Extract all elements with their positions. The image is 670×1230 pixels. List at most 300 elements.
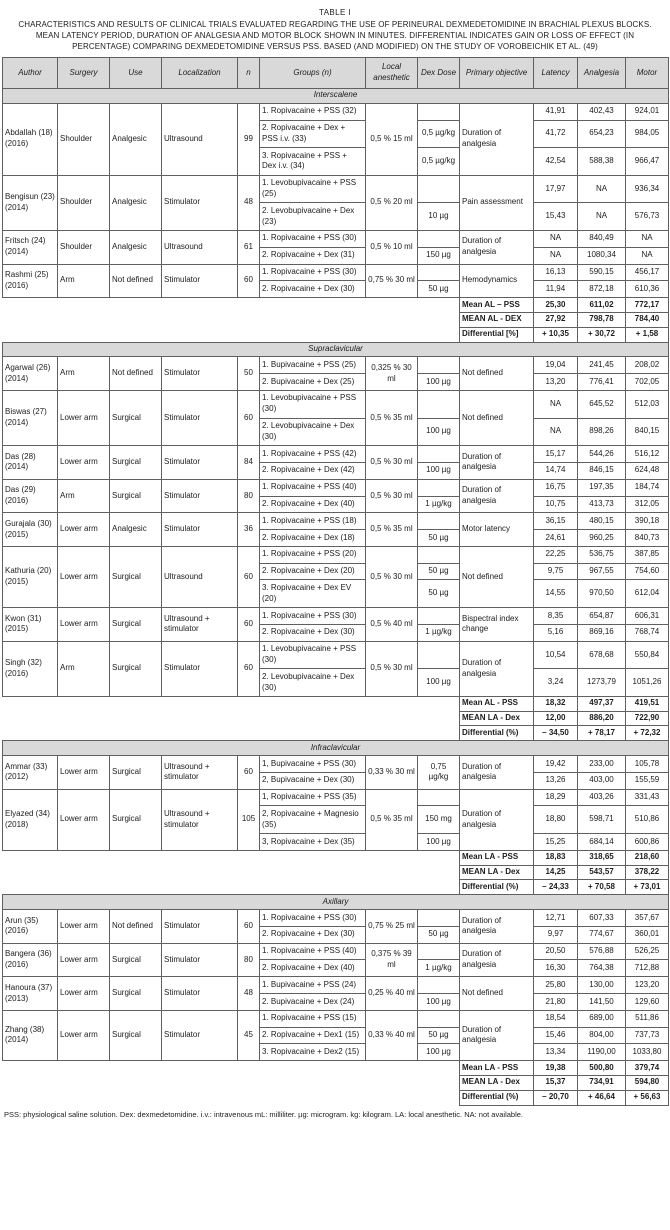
analgesia-cell: 590,15 (578, 264, 626, 281)
summary-value: 378,22 (626, 865, 669, 880)
latency-cell: 16,75 (534, 479, 578, 496)
author-cell: Agarwal (26) (2014) (3, 357, 58, 391)
objective-cell: Duration of analgesia (460, 641, 534, 696)
n-cell: 99 (238, 103, 260, 175)
summary-spacer (3, 312, 460, 327)
objective-cell: Motor latency (460, 513, 534, 547)
analgesia-cell: 402,43 (578, 103, 626, 120)
latency-cell: NA (534, 390, 578, 418)
motor-cell: 737,73 (626, 1027, 669, 1044)
n-cell: 80 (238, 943, 260, 977)
summary-spacer (3, 880, 460, 895)
summary-label: Mean AL - PSS (460, 696, 534, 711)
use-cell: Surgical (110, 756, 162, 790)
n-cell: 60 (238, 546, 260, 607)
localization-cell: Stimulator (162, 513, 238, 547)
analgesia-cell: 536,75 (578, 546, 626, 563)
anesthetic-cell: 0,5 % 30 ml (366, 446, 418, 480)
summary-row (3, 711, 669, 726)
motor-cell: 331,43 (626, 789, 669, 806)
use-cell: Surgical (110, 789, 162, 850)
dex-dose-cell (418, 608, 460, 625)
objective-cell: Duration of analgesia (460, 789, 534, 850)
summary-value: 18,83 (534, 850, 578, 865)
dex-dose-cell (418, 943, 460, 960)
use-cell: Analgesic (110, 103, 162, 175)
summary-label: MEAN LA - Dex (460, 1075, 534, 1090)
motor-cell: 840,73 (626, 530, 669, 547)
localization-cell: Stimulator (162, 175, 238, 230)
dex-dose-cell (418, 357, 460, 374)
latency-cell: 21,80 (534, 994, 578, 1011)
author-cell: Ammar (33) (2012) (3, 756, 58, 790)
latency-cell: 13,20 (534, 374, 578, 391)
group-cell: 2, Bupivacaine + Dex (30) (260, 772, 366, 789)
motor-cell: NA (626, 247, 669, 264)
section-title: Interscalene (3, 88, 669, 103)
summary-spacer (3, 696, 460, 711)
surgery-cell: Lower arm (58, 789, 110, 850)
summary-value: 25,30 (534, 298, 578, 313)
summary-value: 543,57 (578, 865, 626, 880)
group-cell: 1. Bupivacaine + PSS (24) (260, 977, 366, 994)
author-cell: Das (29) (2016) (3, 479, 58, 513)
localization-cell: Stimulator (162, 357, 238, 391)
analgesia-cell: 960,25 (578, 530, 626, 547)
table-label: TABLE I (319, 8, 351, 17)
motor-cell: 456,17 (626, 264, 669, 281)
motor-cell: NA (626, 230, 669, 247)
summary-label: Mean LA - PSS (460, 850, 534, 865)
latency-cell: 24,61 (534, 530, 578, 547)
study-row (3, 943, 669, 960)
anesthetic-cell: 0,25 % 40 ml (366, 977, 418, 1011)
summary-value: 19,38 (534, 1061, 578, 1076)
group-cell: 1. Ropivacaine + PSS (30) (260, 264, 366, 281)
author-cell: Fritsch (24) (2014) (3, 230, 58, 264)
motor-cell: 1051,26 (626, 669, 669, 697)
group-cell: 1. Levobupivacaine + PSS (30) (260, 390, 366, 418)
use-cell: Analgesic (110, 513, 162, 547)
section-row (3, 895, 669, 910)
dex-dose-cell (418, 641, 460, 669)
summary-value: + 56,63 (626, 1090, 669, 1105)
latency-cell: 18,29 (534, 789, 578, 806)
analgesia-cell: 403,26 (578, 789, 626, 806)
motor-cell: 357,67 (626, 910, 669, 927)
group-cell: 2. Ropivacaine + Dex (30) (260, 926, 366, 943)
objective-cell: Pain assessment (460, 175, 534, 230)
anesthetic-cell: 0,325 % 30 ml (366, 357, 418, 391)
group-cell: 1. Levobupivacaine + PSS (30) (260, 641, 366, 669)
motor-cell: 576,73 (626, 203, 669, 231)
group-cell: 2. Levobupivacaine + Dex (23) (260, 203, 366, 231)
summary-spacer (3, 711, 460, 726)
column-header: Author (3, 58, 58, 89)
group-cell: 2. Ropivacaine + Dex + PSS i.v. (33) (260, 120, 366, 148)
motor-cell: 512,03 (626, 390, 669, 418)
use-cell: Not defined (110, 910, 162, 944)
surgery-cell: Shoulder (58, 103, 110, 175)
group-cell: 2. Ropivacaine + Dex1 (15) (260, 1027, 366, 1044)
latency-cell: 41,72 (534, 120, 578, 148)
latency-cell: 13,26 (534, 772, 578, 789)
summary-value: 18,32 (534, 696, 578, 711)
summary-label: Differential (%) (460, 726, 534, 741)
latency-cell: 13,34 (534, 1044, 578, 1061)
n-cell: 60 (238, 641, 260, 696)
motor-cell: 105,78 (626, 756, 669, 773)
author-cell: Rashmi (25) (2016) (3, 264, 58, 298)
summary-value: 497,37 (578, 696, 626, 711)
latency-cell: 9,75 (534, 563, 578, 580)
analgesia-cell: 588,38 (578, 148, 626, 176)
summary-spacer (3, 327, 460, 342)
surgery-cell: Arm (58, 357, 110, 391)
study-row (3, 789, 669, 806)
analgesia-cell: 241,45 (578, 357, 626, 374)
group-cell: 2. Ropivacaine + Dex (30) (260, 624, 366, 641)
motor-cell: 208,02 (626, 357, 669, 374)
use-cell: Surgical (110, 1010, 162, 1060)
analgesia-cell: 576,88 (578, 943, 626, 960)
latency-cell: 15,46 (534, 1027, 578, 1044)
dex-dose-cell: 150 mg (418, 806, 460, 834)
use-cell: Surgical (110, 943, 162, 977)
group-cell: 1. Ropivacaine + PSS (15) (260, 1010, 366, 1027)
summary-value: 15,37 (534, 1075, 578, 1090)
motor-cell: 184,74 (626, 479, 669, 496)
analgesia-cell: 764,38 (578, 960, 626, 977)
localization-cell: Stimulator (162, 910, 238, 944)
analgesia-cell: NA (578, 203, 626, 231)
group-cell: 2. Ropivacaine + Dex (40) (260, 960, 366, 977)
dex-dose-cell: 0,5 µg/kg (418, 148, 460, 176)
table-body (3, 88, 669, 1105)
table-caption: CHARACTERISTICS AND RESULTS OF CLINICAL TRIALS EVALUATED REGARDING THE USE OF PERINEURAL DEXMEDETOMIDINE IN BRACHIAL PLEXUS BLOCKS. MEAN LATENCY PERIOD, DURATION OF ANALGESIA AND MOTOR BLOCK SHOWN IN MINUTES. DIFFERENTIAL INDICATES GAIN OR LOSS OF EFFECT (IN PERCENTAGE) COMPARING DEXMEDETOMIDINE VERSUS PSS. BASED (AND MODIFIED) ON THE STUDY OF VOROBEICHIK ET AL. (49) (18, 20, 652, 51)
analgesia-cell: 598,71 (578, 806, 626, 834)
anesthetic-cell: 0,5 % 15 ml (366, 103, 418, 175)
analgesia-cell: 654,87 (578, 608, 626, 625)
motor-cell: 984,05 (626, 120, 669, 148)
latency-cell: 25,80 (534, 977, 578, 994)
surgery-cell: Lower arm (58, 608, 110, 642)
anesthetic-cell: 0,5 % 35 ml (366, 390, 418, 445)
summary-row (3, 696, 669, 711)
motor-cell: 840,15 (626, 418, 669, 446)
motor-cell: 606,31 (626, 608, 669, 625)
dex-dose-cell (418, 103, 460, 120)
analgesia-cell: 1190,00 (578, 1044, 626, 1061)
localization-cell: Ultrasound + stimulator (162, 756, 238, 790)
motor-cell: 712,88 (626, 960, 669, 977)
analgesia-cell: 1273,79 (578, 669, 626, 697)
analgesia-cell: 678,68 (578, 641, 626, 669)
objective-cell: Duration of analgesia (460, 230, 534, 264)
latency-cell: 14,55 (534, 580, 578, 608)
summary-spacer (3, 1061, 460, 1076)
latency-cell: 15,25 (534, 834, 578, 851)
group-cell: 2. Levobupivacaine + Dex (30) (260, 669, 366, 697)
use-cell: Surgical (110, 390, 162, 445)
analgesia-cell: 684,14 (578, 834, 626, 851)
surgery-cell: Shoulder (58, 230, 110, 264)
latency-cell: 14,74 (534, 462, 578, 479)
author-cell: Zhang (38) (2014) (3, 1010, 58, 1060)
author-cell: Biswas (27) (2014) (3, 390, 58, 445)
localization-cell: Stimulator (162, 479, 238, 513)
analgesia-cell: 776,41 (578, 374, 626, 391)
surgery-cell: Lower arm (58, 943, 110, 977)
latency-cell: 5,16 (534, 624, 578, 641)
dex-dose-cell: 50 µg (418, 563, 460, 580)
summary-row (3, 312, 669, 327)
section-title: Axillary (3, 895, 669, 910)
analgesia-cell: 846,15 (578, 462, 626, 479)
analgesia-cell: 872,18 (578, 281, 626, 298)
anesthetic-cell: 0,5 % 10 ml (366, 230, 418, 264)
analgesia-cell: 1080,34 (578, 247, 626, 264)
surgery-cell: Lower arm (58, 446, 110, 480)
dex-dose-cell: 100 µg (418, 418, 460, 446)
use-cell: Surgical (110, 546, 162, 607)
localization-cell: Stimulator (162, 977, 238, 1011)
motor-cell: 924,01 (626, 103, 669, 120)
latency-cell: 19,42 (534, 756, 578, 773)
summary-value: 27,92 (534, 312, 578, 327)
summary-value: + 46,64 (578, 1090, 626, 1105)
motor-cell: 550,84 (626, 641, 669, 669)
analgesia-cell: 544,26 (578, 446, 626, 463)
n-cell: 60 (238, 608, 260, 642)
n-cell: 60 (238, 390, 260, 445)
use-cell: Surgical (110, 977, 162, 1011)
summary-label: MEAN LA - Dex (460, 865, 534, 880)
dex-dose-cell: 100 µg (418, 462, 460, 479)
anesthetic-cell: 0,375 % 39 ml (366, 943, 418, 977)
summary-row (3, 1090, 669, 1105)
anesthetic-cell: 0,33 % 40 ml (366, 1010, 418, 1060)
latency-cell: 20,50 (534, 943, 578, 960)
use-cell: Surgical (110, 479, 162, 513)
summary-row (3, 880, 669, 895)
motor-cell: 610,36 (626, 281, 669, 298)
group-cell: 1. Ropivacaine + PSS (30) (260, 910, 366, 927)
summary-row (3, 298, 669, 313)
analgesia-cell: 840,49 (578, 230, 626, 247)
anesthetic-cell: 0,5 % 35 ml (366, 789, 418, 850)
objective-cell: Duration of analgesia (460, 446, 534, 480)
summary-value: 798,78 (578, 312, 626, 327)
localization-cell: Stimulator (162, 264, 238, 298)
dex-dose-cell (418, 479, 460, 496)
latency-cell: 42,54 (534, 148, 578, 176)
analgesia-cell: 233,00 (578, 756, 626, 773)
motor-cell: 510,86 (626, 806, 669, 834)
motor-cell: 936,34 (626, 175, 669, 203)
study-row (3, 977, 669, 994)
summary-value: 14,25 (534, 865, 578, 880)
summary-value: + 73,01 (626, 880, 669, 895)
localization-cell: Stimulator (162, 943, 238, 977)
objective-cell: Duration of analgesia (460, 1010, 534, 1060)
summary-value: – 24,33 (534, 880, 578, 895)
summary-spacer (3, 298, 460, 313)
study-row (3, 479, 669, 496)
summary-label: Mean AL – PSS (460, 298, 534, 313)
latency-cell: 15,17 (534, 446, 578, 463)
summary-value: 594,80 (626, 1075, 669, 1090)
latency-cell: 18,80 (534, 806, 578, 834)
study-row (3, 446, 669, 463)
dex-dose-cell: 100 µg (418, 994, 460, 1011)
summary-value: + 78,17 (578, 726, 626, 741)
localization-cell: Ultrasound + stimulator (162, 608, 238, 642)
latency-cell: NA (534, 418, 578, 446)
column-header: Surgery (58, 58, 110, 89)
analgesia-cell: 607,33 (578, 910, 626, 927)
summary-spacer (3, 1075, 460, 1090)
group-cell: 1, Bupivacaine + PSS (30) (260, 756, 366, 773)
dex-dose-cell: 100 µg (418, 834, 460, 851)
surgery-cell: Lower arm (58, 546, 110, 607)
summary-value: 500,80 (578, 1061, 626, 1076)
summary-value: – 34,50 (534, 726, 578, 741)
analgesia-cell: 774,67 (578, 926, 626, 943)
summary-row (3, 726, 669, 741)
author-cell: Arun (35) (2016) (3, 910, 58, 944)
objective-cell: Not defined (460, 977, 534, 1011)
n-cell: 45 (238, 1010, 260, 1060)
study-row (3, 357, 669, 374)
summary-spacer (3, 850, 460, 865)
analgesia-cell: 804,00 (578, 1027, 626, 1044)
motor-cell: 123,20 (626, 977, 669, 994)
dex-dose-cell (418, 390, 460, 418)
latency-cell: 19,04 (534, 357, 578, 374)
motor-cell: 624,48 (626, 462, 669, 479)
group-cell: 1. Levobupivacaine + PSS (25) (260, 175, 366, 203)
group-cell: 1. Ropivacaine + PSS (30) (260, 608, 366, 625)
localization-cell: Ultrasound (162, 230, 238, 264)
localization-cell: Stimulator (162, 641, 238, 696)
anesthetic-cell: 0,75 % 25 ml (366, 910, 418, 944)
localization-cell: Stimulator (162, 1010, 238, 1060)
latency-cell: 16,30 (534, 960, 578, 977)
analgesia-cell: 403,00 (578, 772, 626, 789)
analgesia-cell: 480,15 (578, 513, 626, 530)
n-cell: 48 (238, 175, 260, 230)
study-row (3, 546, 669, 563)
anesthetic-cell: 0,5 % 40 ml (366, 608, 418, 642)
column-header: Analgesia (578, 58, 626, 89)
dex-dose-cell: 1 µg/kg (418, 624, 460, 641)
latency-cell: 22,25 (534, 546, 578, 563)
summary-value: + 30,72 (578, 327, 626, 342)
summary-spacer (3, 726, 460, 741)
summary-row (3, 1075, 669, 1090)
dex-dose-cell (418, 910, 460, 927)
objective-cell: Duration of analgesia (460, 479, 534, 513)
dex-dose-cell (418, 789, 460, 806)
analgesia-cell: 197,35 (578, 479, 626, 496)
dex-dose-cell (418, 546, 460, 563)
study-row (3, 910, 669, 927)
group-cell: 1. Ropivacaine + PSS (32) (260, 103, 366, 120)
dex-dose-cell: 50 µg (418, 530, 460, 547)
group-cell: 1. Bupivacaine + PSS (25) (260, 357, 366, 374)
summary-value: 12,00 (534, 711, 578, 726)
objective-cell: Duration of analgesia (460, 756, 534, 790)
analgesia-cell: 130,00 (578, 977, 626, 994)
summary-value: + 70,58 (578, 880, 626, 895)
summary-row (3, 1061, 669, 1076)
objective-cell: Duration of analgesia (460, 103, 534, 175)
analgesia-cell: NA (578, 175, 626, 203)
motor-cell: 511,86 (626, 1010, 669, 1027)
motor-cell: 600,86 (626, 834, 669, 851)
latency-cell: NA (534, 230, 578, 247)
n-cell: 84 (238, 446, 260, 480)
motor-cell: 155,59 (626, 772, 669, 789)
analgesia-cell: 970,50 (578, 580, 626, 608)
surgery-cell: Lower arm (58, 756, 110, 790)
latency-cell: 11,94 (534, 281, 578, 298)
group-cell: 2. Bupivacaine + Dex (25) (260, 374, 366, 391)
use-cell: Analgesic (110, 175, 162, 230)
group-cell: 1. Ropivacaine + PSS (30) (260, 230, 366, 247)
analgesia-cell: 869,16 (578, 624, 626, 641)
surgery-cell: Lower arm (58, 977, 110, 1011)
n-cell: 60 (238, 264, 260, 298)
dex-dose-cell: 50 µg (418, 1027, 460, 1044)
dex-dose-cell (418, 513, 460, 530)
motor-cell: 390,18 (626, 513, 669, 530)
clinical-trials-table (2, 57, 669, 1105)
group-cell: 3. Ropivacaine + PSS + Dex i.v. (34) (260, 148, 366, 176)
use-cell: Not defined (110, 357, 162, 391)
summary-value: 886,20 (578, 711, 626, 726)
author-cell: Hanoura (37) (2013) (3, 977, 58, 1011)
dex-dose-cell (418, 977, 460, 994)
n-cell: 61 (238, 230, 260, 264)
column-header: Use (110, 58, 162, 89)
use-cell: Surgical (110, 446, 162, 480)
use-cell: Surgical (110, 641, 162, 696)
latency-cell: 12,71 (534, 910, 578, 927)
motor-cell: 387,85 (626, 546, 669, 563)
group-cell: 1. Ropivacaine + PSS (42) (260, 446, 366, 463)
author-cell: Kwon (31) (2015) (3, 608, 58, 642)
motor-cell: 526,25 (626, 943, 669, 960)
anesthetic-cell: 0,5 % 35 ml (366, 513, 418, 547)
group-cell: 2. Ropivacaine + Dex (40) (260, 496, 366, 513)
column-header: Dex Dose (418, 58, 460, 89)
latency-cell: 8,35 (534, 608, 578, 625)
anesthetic-cell: 0,5 % 30 ml (366, 546, 418, 607)
surgery-cell: Arm (58, 479, 110, 513)
dex-dose-cell: 100 µg (418, 374, 460, 391)
latency-cell: 9,97 (534, 926, 578, 943)
n-cell: 60 (238, 756, 260, 790)
summary-value: – 20,70 (534, 1090, 578, 1105)
dex-dose-cell: 150 µg (418, 247, 460, 264)
author-cell: Singh (32) (2016) (3, 641, 58, 696)
motor-cell: 612,04 (626, 580, 669, 608)
motor-cell: 312,05 (626, 496, 669, 513)
anesthetic-cell: 0,5 % 30 ml (366, 479, 418, 513)
column-header: Groups (n) (260, 58, 366, 89)
